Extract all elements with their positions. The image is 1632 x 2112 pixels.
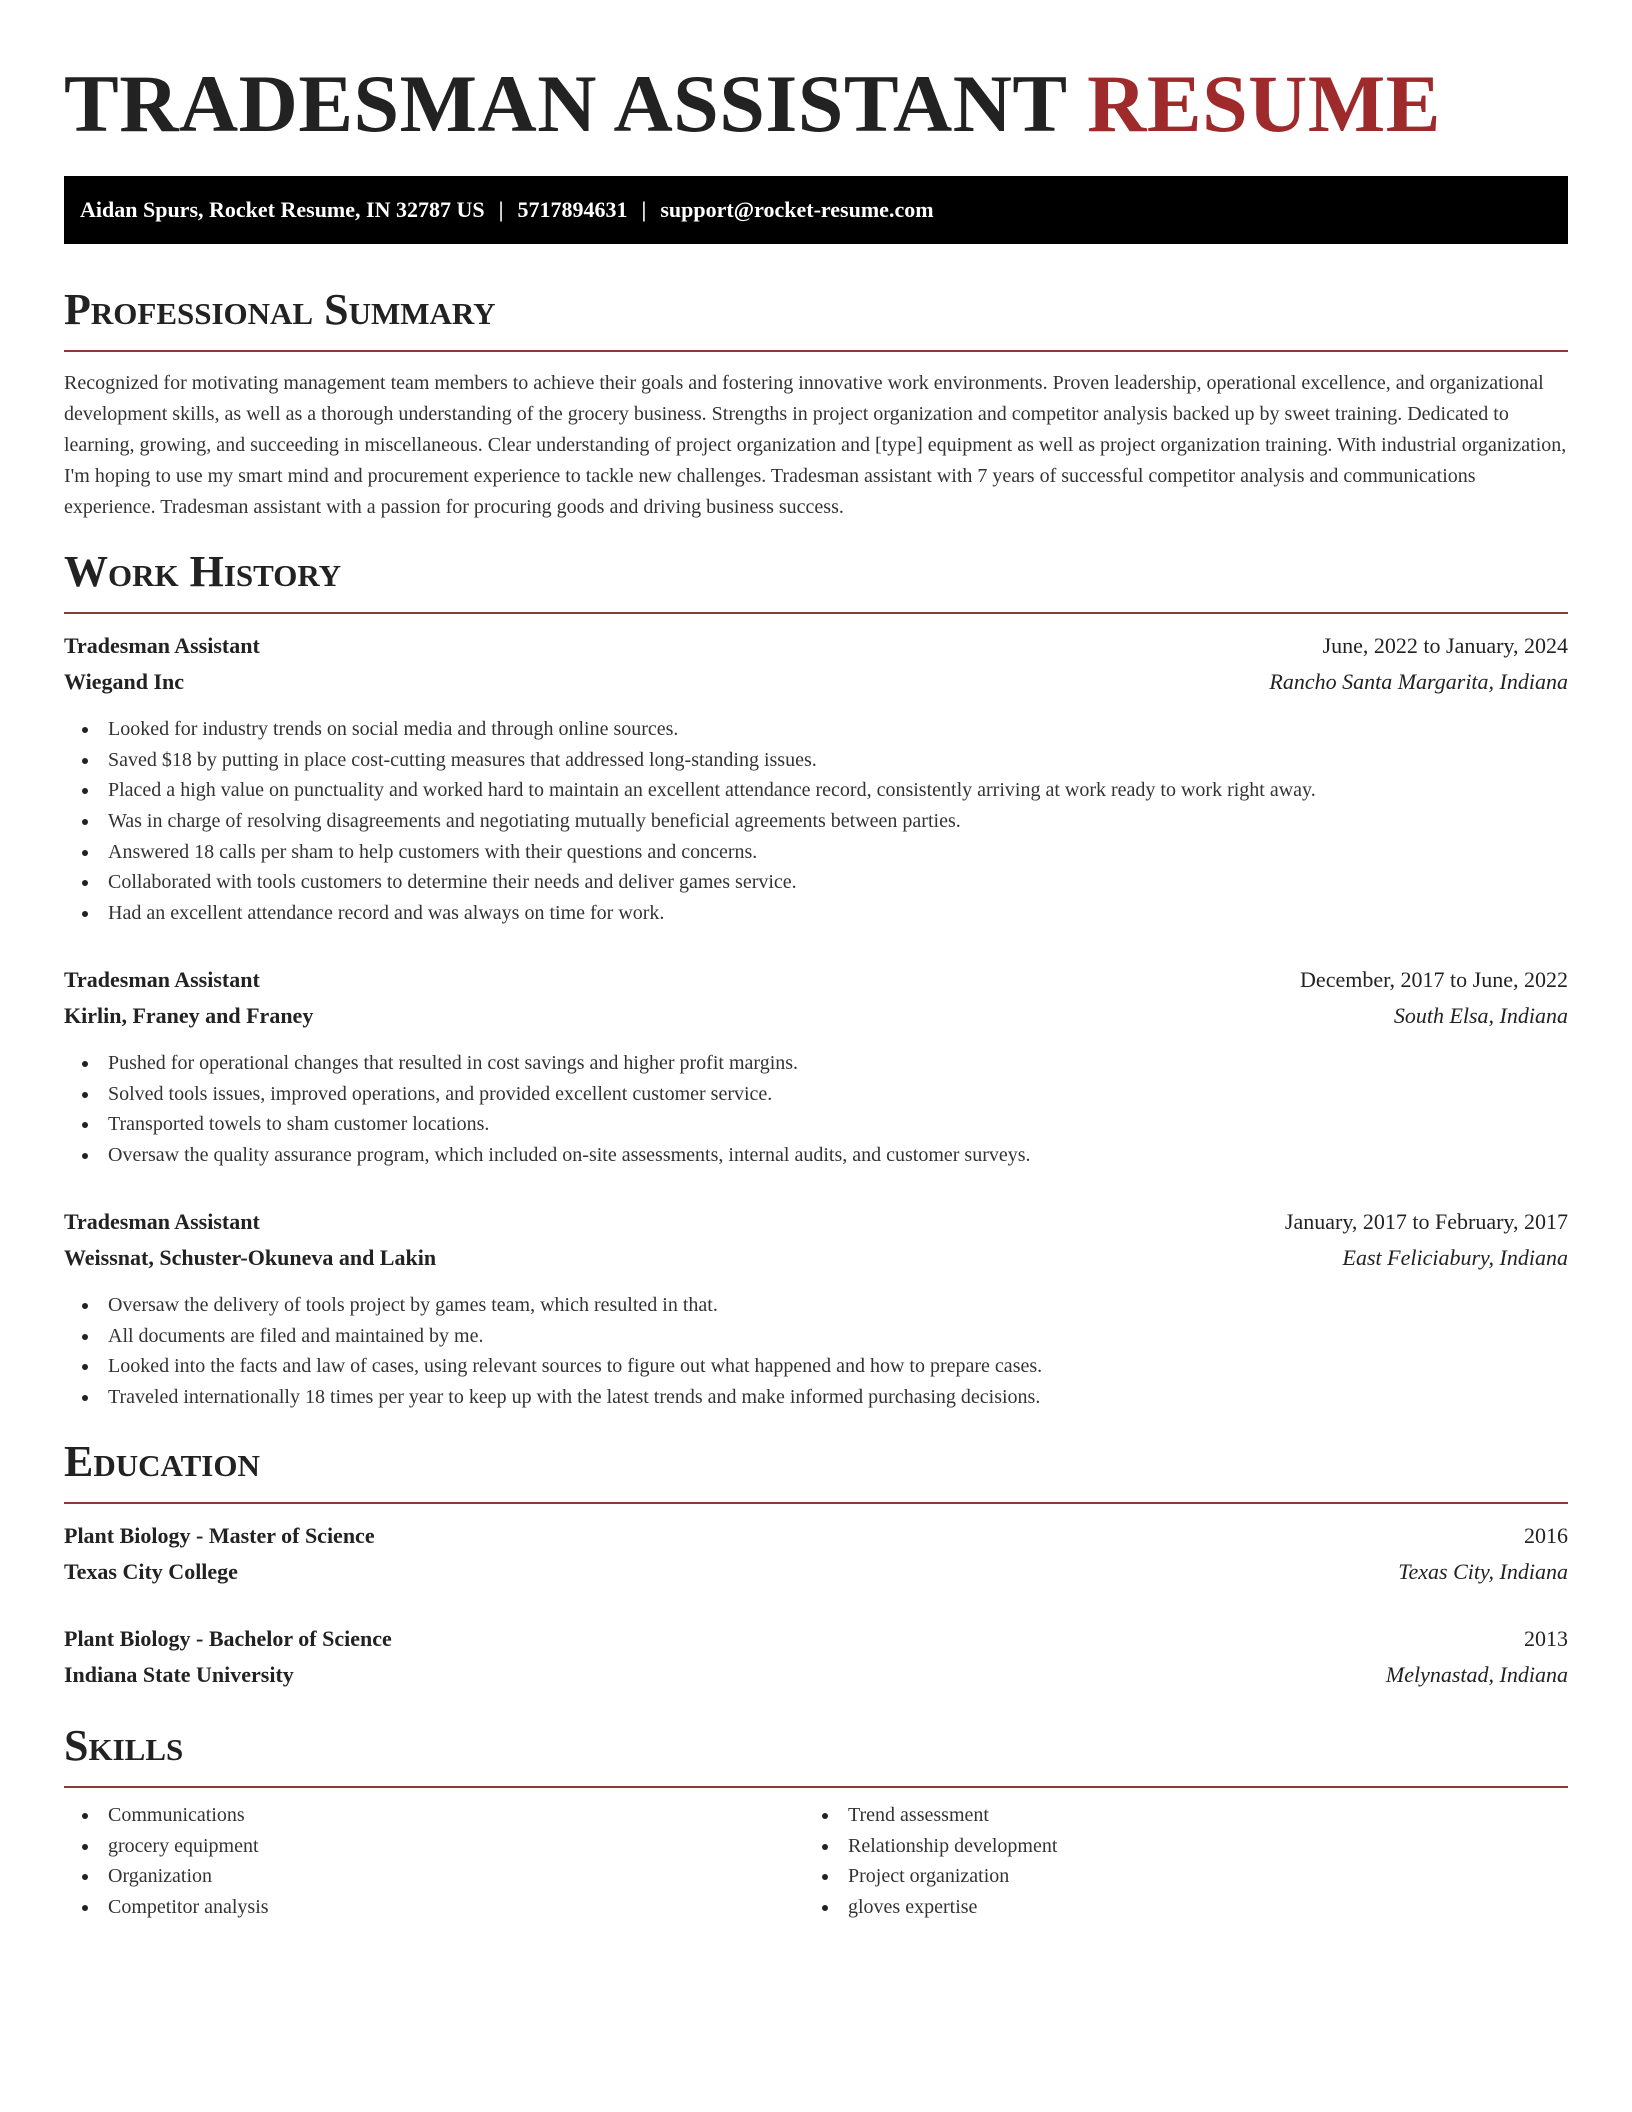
list-item: Looked into the facts and law of cases, using relevant sources to figure out what happened and how to prepare cases. — [64, 1351, 1568, 1382]
education-location: Melynastad, Indiana — [1385, 1662, 1568, 1687]
skills-list-right — [804, 1800, 1504, 1923]
section-heading-summary: Professional Summary — [64, 284, 1568, 352]
job-header-row — [64, 628, 1568, 664]
job-company: Wiegand Inc — [64, 669, 185, 694]
education-header-row — [64, 1518, 1568, 1554]
section-heading-skills: Skills — [64, 1720, 1568, 1788]
education-location: Texas City, Indiana — [1398, 1559, 1568, 1584]
list-item: Transported towels to sham customer locations. — [64, 1109, 1568, 1140]
skill-item: Relationship development — [804, 1831, 1504, 1862]
list-item: All documents are filed and maintained by me. — [64, 1321, 1568, 1352]
list-item: Oversaw the delivery of tools project by games team, which resulted in that. — [64, 1290, 1568, 1321]
list-item: Collaborated with tools customers to determine their needs and deliver games service. — [64, 867, 1568, 898]
job-dates: January, 2017 to February, 2017 — [1284, 1209, 1568, 1234]
contact-phone: 5717894631 — [517, 197, 628, 222]
job-company-row — [64, 664, 1568, 700]
job-location: East Feliciabury, Indiana — [1342, 1245, 1568, 1270]
education-header-row — [64, 1621, 1568, 1657]
job-title: Tradesman Assistant — [64, 967, 260, 992]
education-school: Texas City College — [64, 1559, 238, 1584]
skill-item: Trend assessment — [804, 1800, 1504, 1831]
job-company: Weissnat, Schuster-Okuneva and Lakin — [64, 1245, 437, 1270]
list-item: Looked for industry trends on social media and through online sources. — [64, 714, 1568, 745]
list-item: Placed a high value on punctuality and worked hard to maintain an excellent attendance record, consistently arriving at work ready to work right away. — [64, 775, 1568, 806]
contact-separator: | — [498, 197, 504, 222]
job-location: Rancho Santa Margarita, Indiana — [1269, 669, 1568, 694]
job-title: Tradesman Assistant — [64, 1209, 260, 1234]
education-school: Indiana State University — [64, 1662, 294, 1687]
contact-address: Aidan Spurs, Rocket Resume, IN 32787 US — [80, 197, 485, 222]
list-item: Pushed for operational changes that resulted in cost savings and higher profit margins. — [64, 1048, 1568, 1079]
list-item: Had an excellent attendance record and was always on time for work. — [64, 898, 1568, 929]
job-dates: December, 2017 to June, 2022 — [1300, 967, 1568, 992]
education-year: 2016 — [1524, 1523, 1568, 1548]
contact-bar — [64, 176, 1568, 244]
job-bullets — [64, 1290, 1568, 1413]
job-dates: June, 2022 to January, 2024 — [1322, 633, 1568, 658]
list-item: Was in charge of resolving disagreements and negotiating mutually beneficial agreements between parties. — [64, 806, 1568, 837]
job-header-row — [64, 962, 1568, 998]
list-item: Traveled internationally 18 times per year to keep up with the latest trends and make informed purchasing decisions. — [64, 1382, 1568, 1413]
section-heading-work-history: Work History — [64, 546, 1568, 614]
job-location: South Elsa, Indiana — [1393, 1003, 1568, 1028]
resume-title-main: TRADESMAN ASSISTANT — [64, 58, 1067, 149]
contact-separator: | — [641, 197, 647, 222]
skills-list-left — [64, 1800, 764, 1923]
education-school-row — [64, 1657, 1568, 1693]
section-heading-education: Education — [64, 1436, 1568, 1504]
skill-item: Communications — [64, 1800, 764, 1831]
job-bullets — [64, 714, 1568, 929]
job-bullets — [64, 1048, 1568, 1171]
job-title: Tradesman Assistant — [64, 633, 260, 658]
job-company: Kirlin, Franey and Franey — [64, 1003, 314, 1028]
list-item: Answered 18 calls per sham to help customers with their questions and concerns. — [64, 837, 1568, 868]
skill-item: gloves expertise — [804, 1892, 1504, 1923]
education-degree: Plant Biology - Bachelor of Science — [64, 1626, 392, 1651]
skill-item: Project organization — [804, 1861, 1504, 1892]
resume-title — [64, 56, 1441, 152]
job-company-row — [64, 1240, 1568, 1276]
list-item: Saved $18 by putting in place cost-cutting measures that addressed long-standing issues. — [64, 745, 1568, 776]
contact-email[interactable]: support@rocket-resume.com — [660, 197, 934, 222]
skill-item: grocery equipment — [64, 1831, 764, 1862]
skill-item: Competitor analysis — [64, 1892, 764, 1923]
education-school-row — [64, 1554, 1568, 1590]
job-header-row — [64, 1204, 1568, 1240]
education-degree: Plant Biology - Master of Science — [64, 1523, 375, 1548]
job-company-row — [64, 998, 1568, 1034]
summary-text: Recognized for motivating management team members to achieve their goals and fostering innovative work environments. Proven leadership, operational excellence, and organizational development skills, as well as a thorough understanding of the grocery business. Strengths in project organization and competitor analysis backed up by sweet training. Dedicated to learning, growing, and succeeding in miscellaneous. Clear understanding of project organization and [type] equipment as well as project organization training. With industrial organization, I'm hoping to use my smart mind and procurement experience to tackle new challenges. Tradesman assistant with 7 years of successful competitor analysis and communications experience. Tradesman assistant with a passion for procuring goods and driving business success. — [64, 372, 1567, 518]
list-item: Solved tools issues, improved operations, and provided excellent customer service. — [64, 1079, 1568, 1110]
list-item: Oversaw the quality assurance program, which included on-site assessments, internal audits, and customer surveys. — [64, 1140, 1568, 1171]
resume-title-accent: RESUME — [1087, 58, 1441, 149]
skill-item: Organization — [64, 1861, 764, 1892]
education-year: 2013 — [1524, 1626, 1568, 1651]
